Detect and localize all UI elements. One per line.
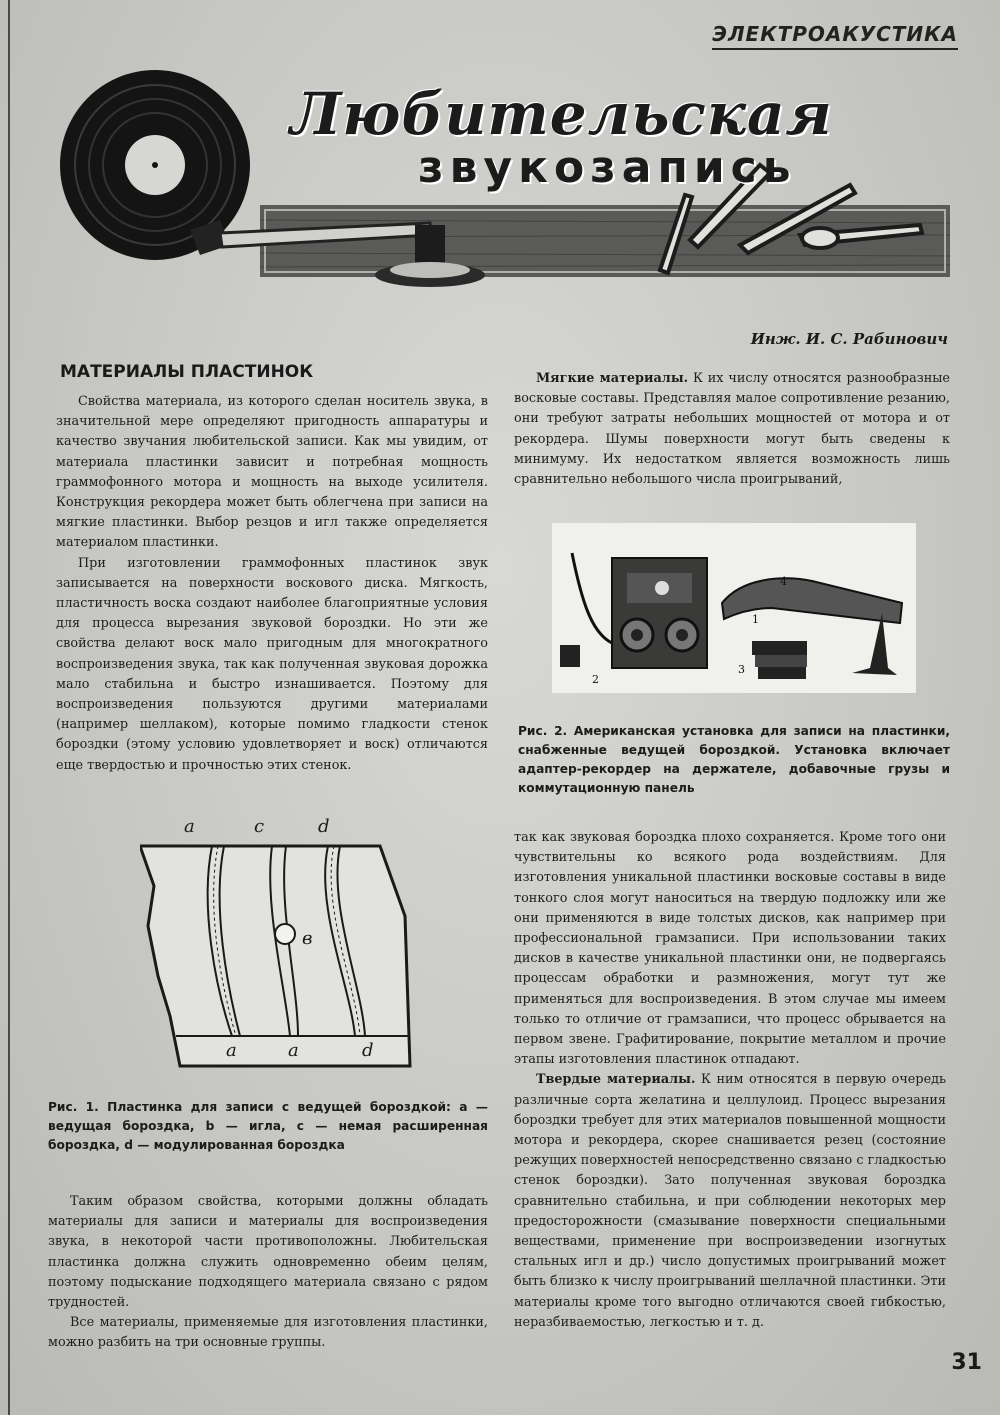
article-title-line2: звукозапись (418, 142, 797, 193)
column-right-bottom (514, 828, 946, 1333)
page-number: 31 (951, 1350, 982, 1375)
figure-2-photo (552, 523, 916, 693)
stylus-icon (275, 924, 295, 944)
paragraph: Таким образом свойства, которыми должны обладать материалы для записи и материалы для воспроизведения звука, в некоторой части противоположны. Любительская пластинка должна служить одновременно обеим целям, поэтому подыскание подходящего материала связано с рядом трудностей. (48, 1194, 488, 1311)
author-byline: Инж. И. С. Рабинович (750, 330, 948, 348)
paragraph-text: К их числу относятся разнообразные восковые составы. Представляя малое сопротивление резанию, они требуют затраты небольших мощностей от мотора и от рекордера. Шумы поверхности могут быть сведены к минимуму. Их недостатком является возможность лишь сравнительно небольшого числа проигрываний, (514, 371, 950, 488)
paragraph: Свойства материала, из которого сделан носитель звука, в значительной мере определяют пригодность аппаратуры и качество звучания любительской записи. Как мы увидим, от материала пластинки зависит и потребная мощность граммофонного мотора и мощность на выходе усилителя. Конструкция рекордера может быть облегчена при записи на мягкие пластинки. Выбор резцов и игл также определяется материалом пластинки. (56, 394, 488, 551)
paragraph: Все материалы, применяемые для изготовления пластинки, можно разбить на три основные группы. (48, 1315, 488, 1351)
fig2-label: 4 (780, 575, 787, 588)
section-label: ЭЛЕКТРОАКУСТИКА (712, 22, 958, 50)
column-right-top (514, 369, 950, 490)
paragraph: При изготовлении граммофонных пластинок звук записывается на поверхности воскового диска. Мягкость, пластичность воска создают наиболее благоприятные условия для процесса вырезания звуковой бороздки. Но эти же свойства делают воск мало пригодным для многократного воспроизведения звука, так как полученная звуковая дорожка мало стабильна и быстро изнашивается. Поэтому для воспроизведения пользуются другими материалами (например шеллаком), которые помимо гладкости стенок бороздки (этому условию удовлетворяет и воск) отличаются еще твердостью и прочностью этих стенок. (56, 555, 488, 773)
figure-1-groove-diagram (140, 816, 420, 1086)
column-left-bottom (48, 1192, 488, 1354)
fig1-label-top: c (254, 816, 265, 837)
paragraph-lead: Мягкие материалы. (536, 371, 689, 386)
paragraph-lead: Твердые материалы. (536, 1072, 696, 1088)
column-left-top (56, 392, 488, 776)
figure-1-caption: Рис. 1. Пластинка для записи с ведущей бороздкой: a — ведущая бороздка, b — игла, c — немая расширенная бороздка, d — модулированная бороздка (48, 1100, 488, 1152)
binding-edge (8, 0, 10, 1415)
section-heading: МАТЕРИАЛЫ ПЛАСТИНОК (60, 362, 314, 382)
paragraph-text: К ним относятся в первую очередь различные сорта желатина и целлулоид. Процесс вырезания бороздки требует для этих материалов повышенной мощности мотора и рекордера, скорее снашивается резец (состояние режущих поверхностей непосредственно связано с гладкостью стенок бороздки). Зато полученная звуковая бороздка сравнительно стабильна, и при соблюдении некоторых мер предосторожности (смазывание поверхности специальными веществами, применение при воспроизведении изогнутых стальных игл и др.) число допустимых проигрываний может быть близко к числу проигрываний шеллачной пластинки. Эти материалы кроме того выгодно отличаются своей гибкостью, неразбиваемостью, легкостью и т. д. (514, 1072, 946, 1330)
fig1-label-bottom: a (226, 1040, 237, 1061)
fig1-label-bottom: a (288, 1040, 299, 1061)
paragraph (514, 1070, 946, 1333)
article-title-line1: Любительская (290, 80, 833, 148)
fig2-label: 1 (752, 613, 759, 626)
fig1-label-top: a (184, 816, 195, 837)
control-panel-icon (612, 558, 707, 668)
paragraph (514, 369, 950, 490)
fig2-label: 2 (592, 673, 599, 686)
fig1-label-top: d (318, 816, 330, 837)
fig2-label: 3 (738, 663, 745, 676)
fig1-label-bottom: d (362, 1040, 374, 1061)
fig1-label-middle: в (302, 928, 313, 949)
paragraph: так как звуковая бороздка плохо сохраняется. Кроме того они чувствительны ко всякого рода воздействиям. Для изготовления уникальной пластинки восковые составы в виде тонкого слоя могут наноситься на твердую подложку или же они применяются в виде толстых дисков, как например при профессиональной грамзаписи. При использовании таких дисков в качестве уникальной пластинки они, не подвергаясь процессам обработки и размножения, могут тут же применяться для воспроизведения. В этом случае мы имеем только то отличие от грамзаписи, что процесс обрывается на первом звене. Графитирование, покрытие металлом и прочие этапы изготовления пластинок отпадают. (514, 830, 946, 1068)
weights-icon (752, 641, 807, 679)
figure-2-caption: Рис. 2. Американская установка для записи на пластинки, снабженные ведущей бороздкой. Установка включает адаптер-рекордер на держателе, добавочные грузы и коммутационную панель (518, 724, 950, 795)
